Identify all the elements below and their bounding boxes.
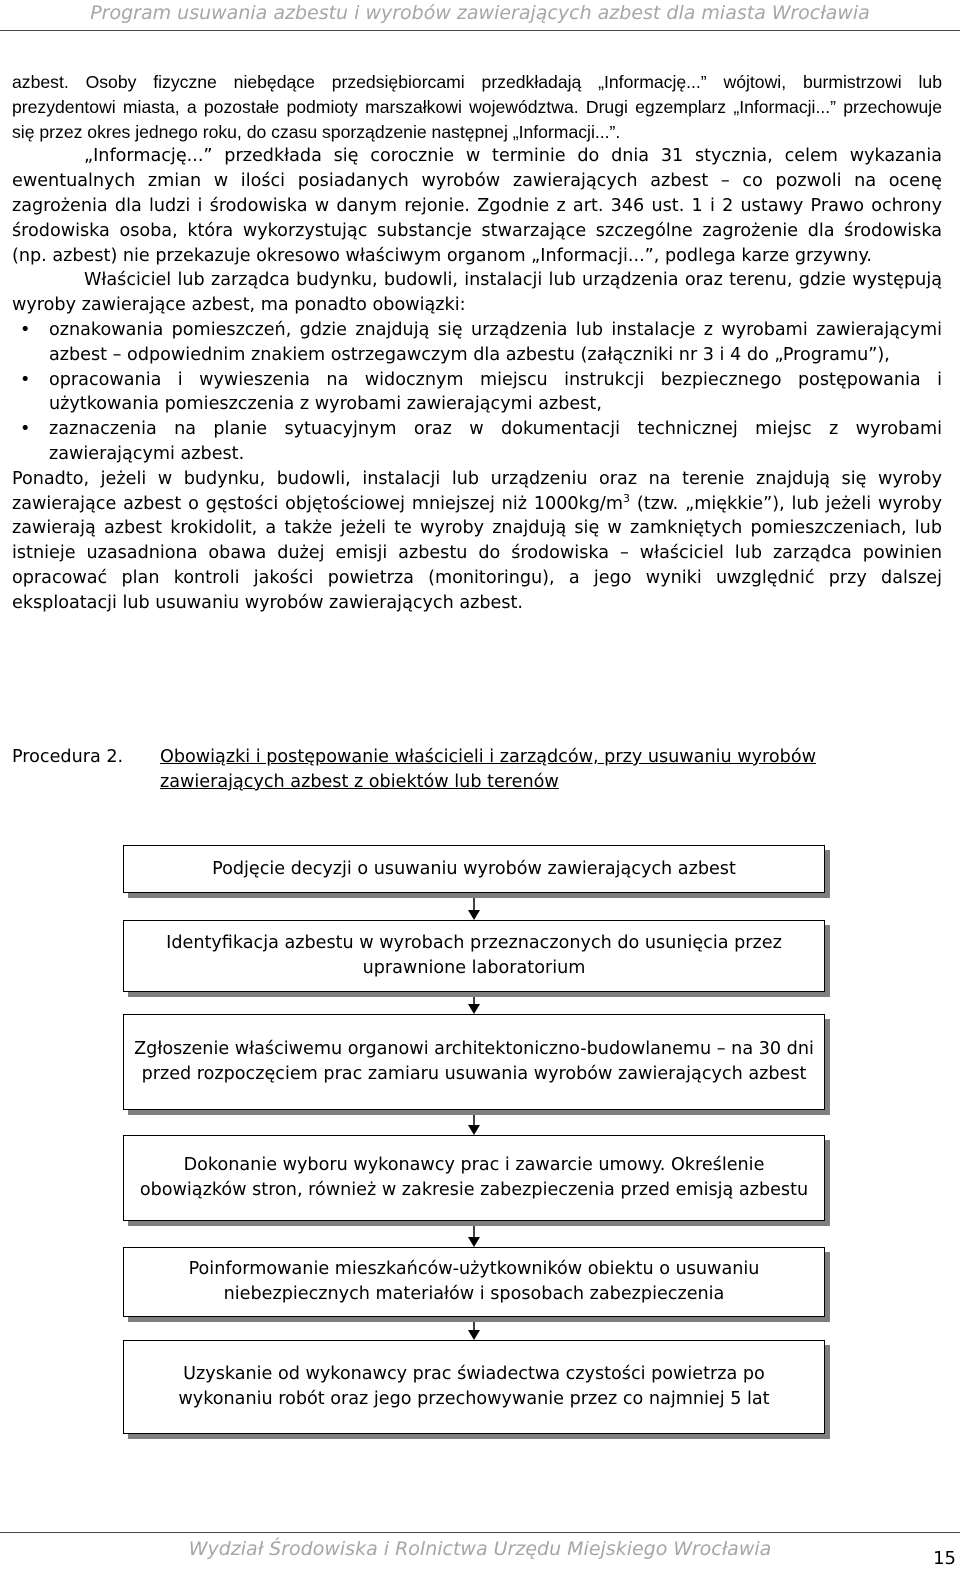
flowchart-step-text: Uzyskanie od wykonawcy prac świadectwa czystości powietrza po wykonaniu robót oraz jego przechowywanie przez co najmniej 5 lat [178,1364,770,1409]
flowchart-step [123,1135,825,1221]
air-monitoring-text-end: (tzw. „miękkie”), lub jeżeli wyroby zawierają azbest krokidolit, a także jeżeli te wyroby znajdują się w zamkniętych pomieszczeniach, lub istnieje uzasadniona obawa dużej emisji azbestu do środowiska – właściciel lub zarządca powinien opracować plan kontroli jakości powietrza (monitoringu), a jego wyniki uwzględnić przy dalszej eksploatacji lub usuwaniu wyrobów zawierających azbest. [12,493,942,613]
list-item [12,368,942,418]
document-body [12,70,942,616]
obligations-list [12,318,942,467]
procedure-title: Obowiązki i postępowanie właścicieli i zarządców, przy usuwaniu wyrobów zawierających azbest z obiektów lub terenów [160,747,816,792]
flowchart-step [123,1014,825,1110]
paragraph-owner-obligations: Właściciel lub zarządca budynku, budowli, instalacji lub urządzenia oraz terenu, gdzie występują wyroby zawierające azbest, ma ponadto obowiązki: [12,270,942,316]
flowchart-step-text: Podjęcie decyzji o usuwaniu wyrobów zawierających azbest [212,858,736,879]
paragraph-informacja-submission: azbest. Osoby fizyczne niebędące przedsiębiorcami przedkładają „Informację...” wójtowi, burmistrzowi lub prezydentowi miasta, a pozostałe podmioty marszałkowi województwa. Drugi egzemplarz „Informacji...” przechowuje się przez okres jednego roku, do czasu sporządzenie następnej „Informacji...”. [12,72,942,142]
flowchart-step-text: Identyfikacja azbestu w wyrobach przeznaczonych do usunięcia przez uprawnione laboratorium [166,933,782,978]
list-item-text: zaznaczenia na planie sytuacyjnym oraz w dokumentacji technicznej miejsc z wyrobami zawierającymi azbest. [49,419,942,464]
flowchart-step [123,1247,825,1317]
header-divider [0,30,960,31]
bullet-icon: • [20,419,31,440]
footer-divider [0,1532,960,1533]
arrow-down-icon [466,1226,482,1247]
bullet-icon: • [20,369,31,390]
paragraph-air-monitoring [12,467,942,616]
flowchart-step-text: Poinformowanie mieszkańców-użytkowników obiektu o usuwaniu niebezpiecznych materiałów i sposobach zabezpieczenia [188,1259,760,1304]
flowchart-step-text: Zgłoszenie właściwemu organowi architektoniczno-budowlanemu – na 30 dni przed rozpoczęciem prac zamiaru usuwania wyrobów zawierających azbest [134,1039,814,1084]
list-item [12,318,942,368]
running-footer: Wydział Środowiska i Rolnictwa Urzędu Miejskiego Wrocławia [188,1538,772,1560]
running-header: Program usuwania azbestu i wyrobów zawierających azbest dla miasta Wrocławia [90,2,870,24]
arrow-down-icon [466,997,482,1014]
flowchart-step-text: Dokonanie wyboru wykonawcy prac i zawarcie umowy. Określenie obowiązków stron, również w zakresie zabezpieczenia przed emisją azbestu [139,1155,809,1200]
bullet-icon: • [20,319,31,340]
flowchart-step [123,1340,825,1434]
flowchart-step [123,920,825,992]
procedure-label: Procedura 2. [12,747,124,767]
list-item-text: oznakowania pomieszczeń, gdzie znajdują się urządzenia lub instalacje z wyrobami zawierającymi azbest – odpowiednim znakiem ostrzegawczym dla azbestu (załączniki nr 3 i 4 do „Programu”), [49,319,942,365]
cubic-superscript: 3 [623,491,631,505]
list-item-text: opracowania i wywieszenia na widocznym miejscu instrukcji bezpiecznego postępowania i użytkowania pomieszczenia z wyrobami zawierającymi azbest, [49,369,942,415]
arrow-down-icon [466,898,482,920]
air-monitoring-text-start: Ponadto, jeżeli w budynku, budowli, instalacji lub urządzeniu oraz na terenie znajdują się wyroby zawierające azbest o gęstości objętościowej mniejszej niż 1000kg/m [12,468,942,514]
arrow-down-icon [466,1115,482,1135]
page-number: 15 [933,1548,956,1569]
paragraph-informacja-annual: „Informację...” przedkłada się corocznie w terminie do dnia 31 stycznia, celem wykazania ewentualnych zmian w ilości posiadanych wyrobów zawierających azbest – co pozwoli na ocenę zagrożenia dla ludzi i środowiska w danym rejonie. Zgodnie z art. 346 ust. 1 i 2 ustawy Prawo ochrony środowiska osoba, która wykorzystując substancje stwarzające szczególne zagrożenie dla środowiska (np. azbest) nie przekazuje okresowo właściwym organom „Informacji...”, podlega karze grzywny. [12,146,942,266]
arrow-down-icon [466,1322,482,1340]
flowchart-step [123,845,825,893]
list-item [12,417,942,467]
